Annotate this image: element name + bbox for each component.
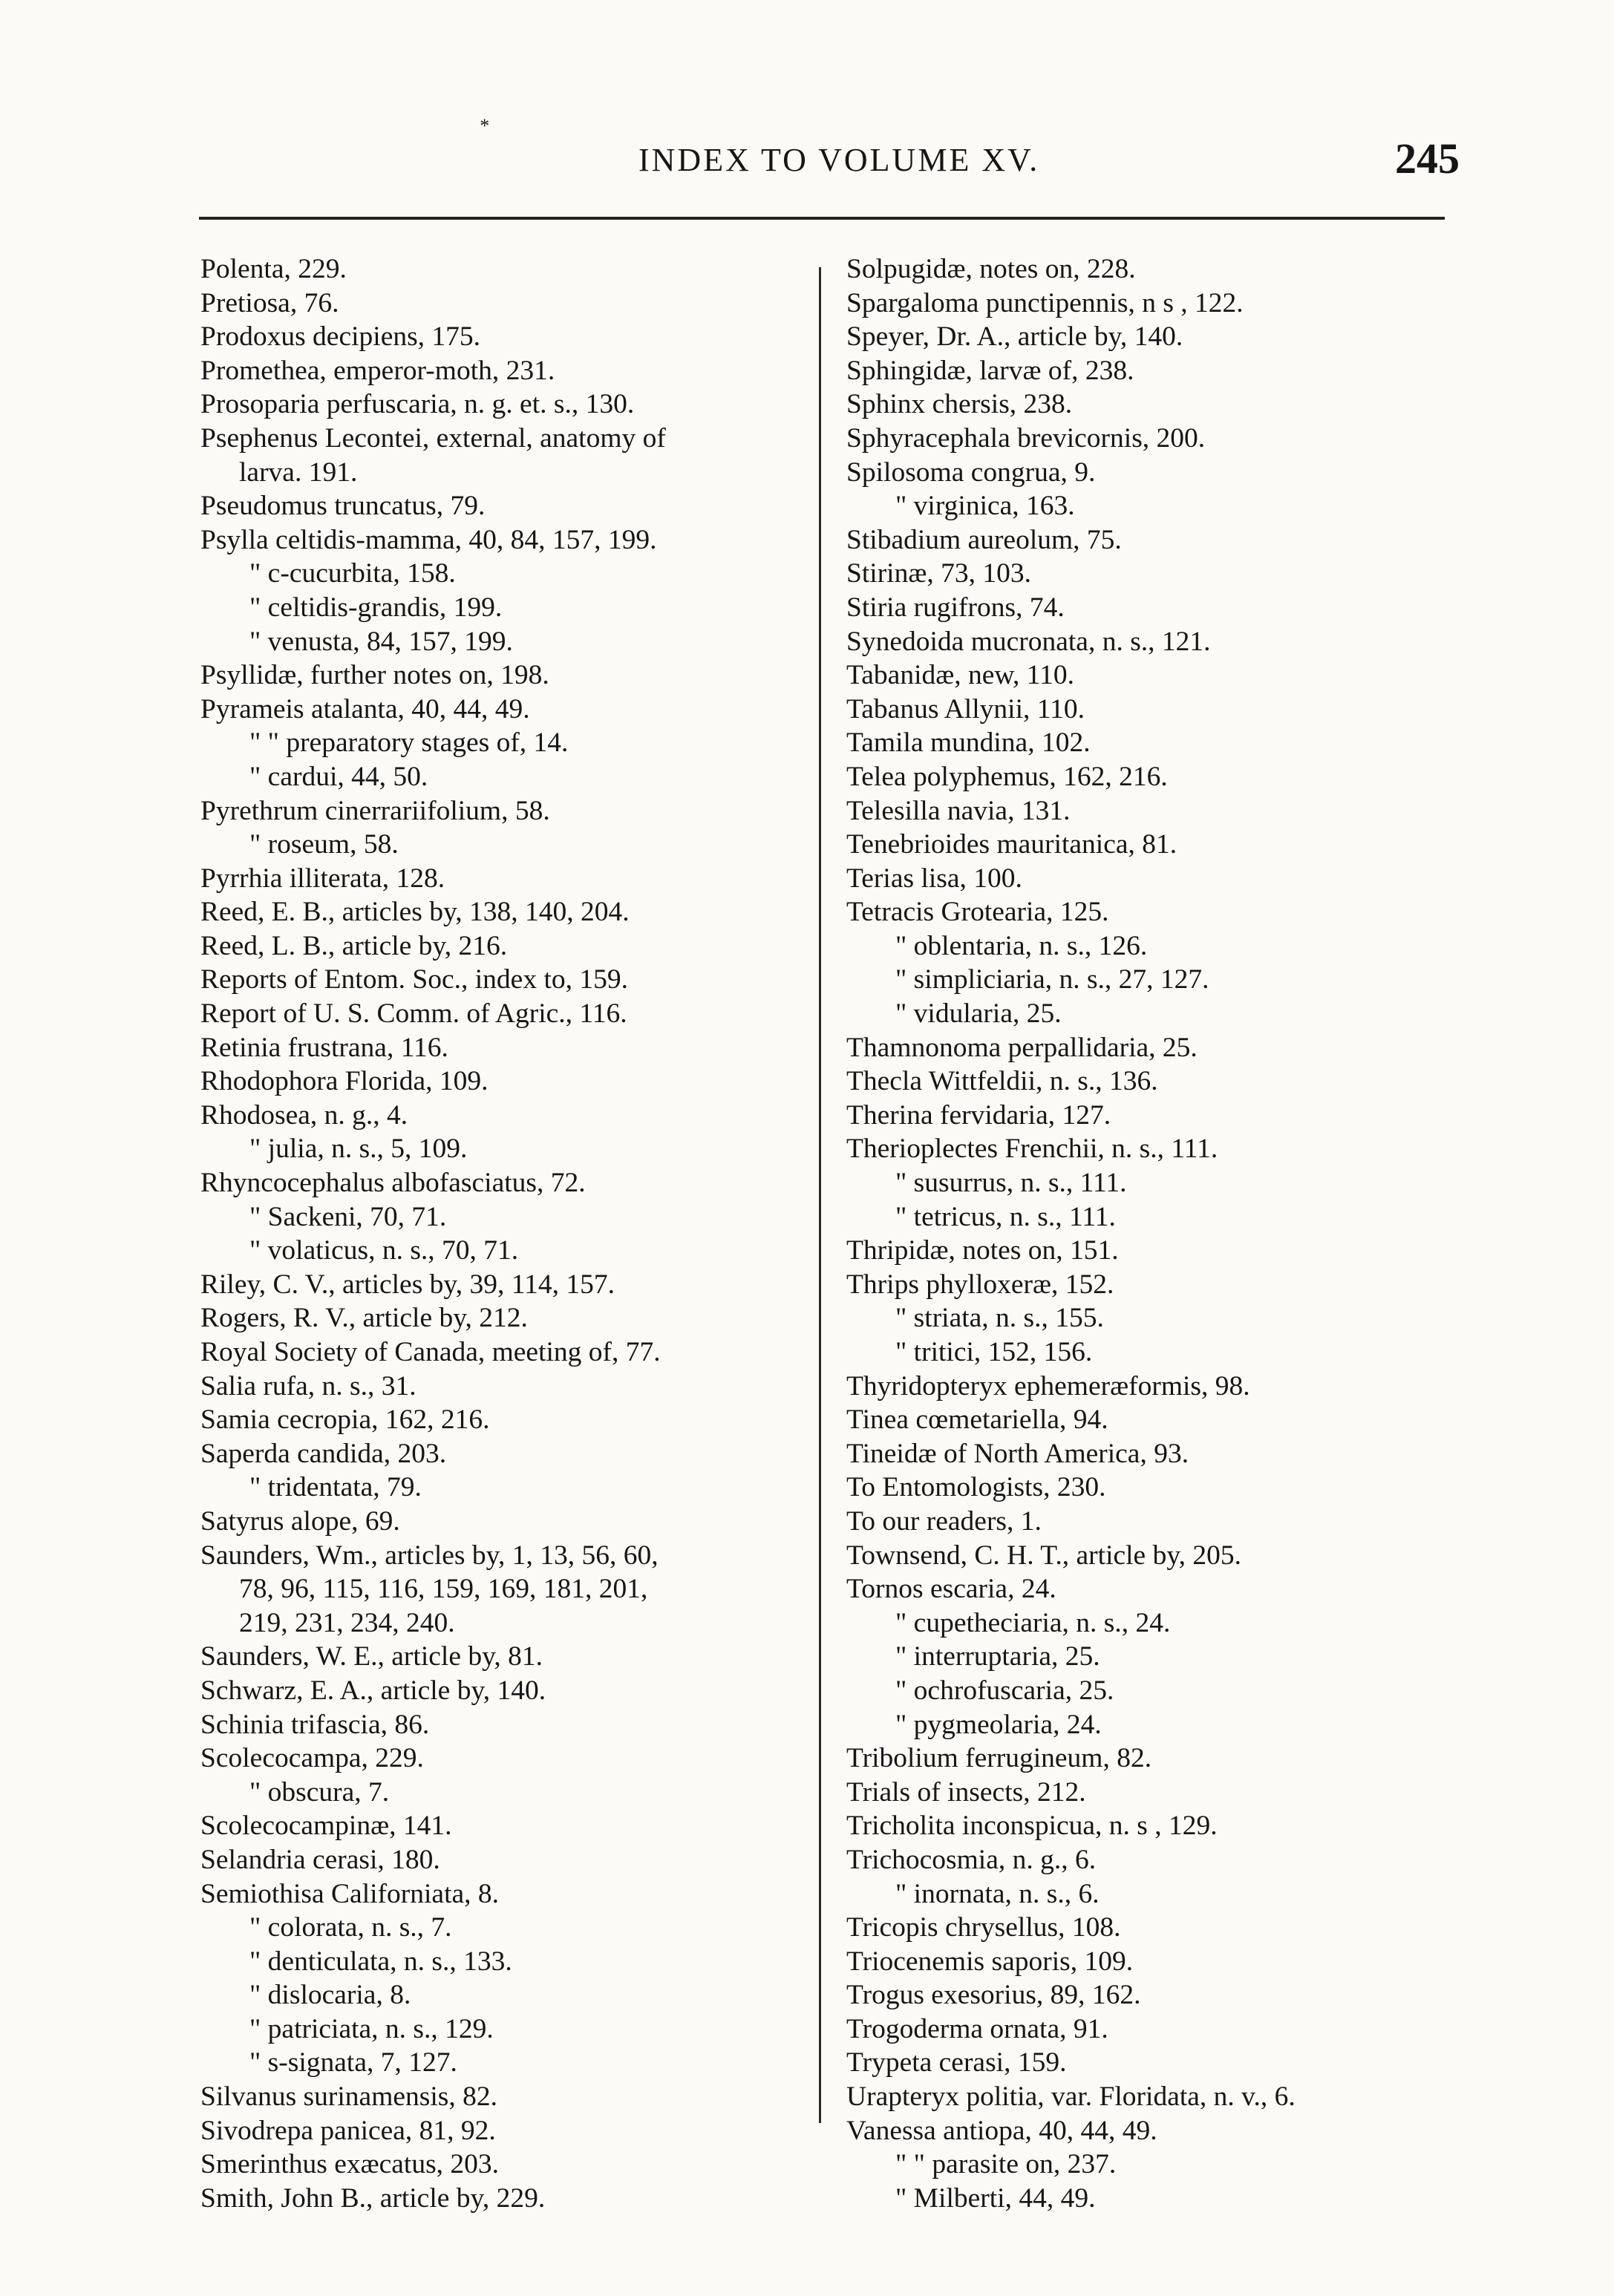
index-entry: Scolecocampinæ, 141. <box>200 1811 452 1842</box>
index-entry: To Entomologists, 230. <box>846 1472 1106 1503</box>
index-entry: " striata, n. s., 155. <box>895 1303 1104 1334</box>
index-entry: Tribolium ferrugineum, 82. <box>846 1743 1152 1774</box>
index-entry: Samia cecropia, 162, 216. <box>200 1404 490 1436</box>
index-entry: Therina fervidaria, 127. <box>846 1099 1111 1131</box>
index-entry: Solpugidæ, notes on, 228. <box>846 254 1136 284</box>
index-entry: Townsend, C. H. T., article by, 205. <box>846 1540 1242 1571</box>
index-entry: Stirinæ, 73, 103. <box>846 558 1031 589</box>
index-entry-continuation: 219, 231, 234, 240. <box>239 1607 455 1638</box>
index-entry: Pretiosa, 76. <box>200 287 339 318</box>
index-entry: " roseum, 58. <box>249 829 399 860</box>
index-entry: " Milberti, 44, 49. <box>895 2182 1096 2214</box>
index-entry: Promethea, emperor-moth, 231. <box>200 355 555 386</box>
index-entry: Tricopis chrysellus, 108. <box>846 1912 1121 1943</box>
index-entry: Reed, E. B., articles by, 138, 140, 204. <box>200 897 630 928</box>
index-entry: " s-signata, 7, 127. <box>249 2047 457 2078</box>
index-entry: " virginica, 163. <box>895 491 1075 522</box>
index-entry: Thripidæ, notes on, 151. <box>846 1235 1119 1266</box>
index-entry: Thyridopteryx ephemeræformis, 98. <box>846 1370 1250 1402</box>
index-entry-continuation: larva. 191. <box>239 457 358 488</box>
index-entry: Rogers, R. V., article by, 212. <box>200 1303 528 1334</box>
index-entry: Prosoparia perfuscaria, n. g. et. s., 130. <box>200 389 635 420</box>
index-column-right <box>846 252 1455 2215</box>
index-entry: " volaticus, n. s., 70, 71. <box>249 1235 519 1266</box>
index-entry: Prodoxus decipiens, 175. <box>200 321 481 353</box>
index-entry: Urapteryx politia, var. Floridata, n. v., 6. <box>846 2081 1296 2113</box>
running-title: INDEX TO VOLUME XV. <box>638 142 1040 178</box>
index-entry: Therioplectes Frenchii, n. s., 111. <box>846 1134 1218 1165</box>
index-entry: Telesilla navia, 131. <box>846 795 1071 826</box>
index-entry: Tricholita inconspicua, n. s , 129. <box>846 1811 1218 1842</box>
index-entry: Trogus exesorius, 89, 162. <box>846 1980 1141 2011</box>
index-entry: " colorata, n. s., 7. <box>249 1912 452 1943</box>
index-entry: Semiothisa Californiata, 8. <box>200 1878 500 1909</box>
index-entry: " inornata, n. s., 6. <box>895 1878 1100 1909</box>
index-entry: Tinea cœmetariella, 94. <box>846 1404 1108 1436</box>
index-entry: Pyrethrum cinerrariifolium, 58. <box>200 795 550 826</box>
index-entry: Selandria cerasi, 180. <box>200 1844 440 1875</box>
index-entry-continuation: 78, 96, 115, 116, 159, 169, 181, 201, <box>239 1574 648 1605</box>
index-entry: " cupetheciaria, n. s., 24. <box>895 1607 1171 1638</box>
index-entry: " simpliciaria, n. s., 27, 127. <box>895 964 1209 995</box>
column-divider <box>819 267 821 2123</box>
index-entry: " venusta, 84, 157, 199. <box>249 626 513 657</box>
index-entry: " julia, n. s., 5, 109. <box>249 1134 468 1165</box>
index-entry: Reports of Entom. Soc., index to, 159. <box>200 964 628 995</box>
index-entry: Thecla Wittfeldii, n. s., 136. <box>846 1066 1158 1097</box>
printer-mark: * <box>479 115 489 137</box>
index-entry: Tabanus Allynii, 110. <box>846 693 1085 725</box>
index-entry: " denticulata, n. s., 133. <box>249 1946 512 1977</box>
index-entry: To our readers, 1. <box>846 1505 1042 1537</box>
index-entry: " Sackeni, 70, 71. <box>249 1201 447 1232</box>
index-entry: " susurrus, n. s., 111. <box>895 1168 1127 1199</box>
index-entry: " celtidis-grandis, 199. <box>249 592 503 623</box>
index-entry: Trogoderma ornata, 91. <box>846 2013 1108 2044</box>
page-header <box>0 134 1614 193</box>
index-entry: Riley, C. V., articles by, 39, 114, 157. <box>200 1269 615 1300</box>
index-entry: Pyrrhia illiterata, 128. <box>200 863 445 894</box>
index-entry: " " preparatory stages of, 14. <box>249 727 569 759</box>
index-entry: Psyllidæ, further notes on, 198. <box>200 660 549 691</box>
index-entry: Thamnonoma perpallidaria, 25. <box>846 1032 1198 1063</box>
index-entry: Triocenemis saporis, 109. <box>846 1946 1134 1977</box>
index-entry: Report of U. S. Comm. of Agric., 116. <box>200 998 627 1030</box>
index-entry: Satyrus alope, 69. <box>200 1505 400 1537</box>
index-entry: Tabanidæ, new, 110. <box>846 660 1075 691</box>
index-entry: Saunders, Wm., articles by, 1, 13, 56, 60, <box>200 1540 659 1571</box>
index-entry: Silvanus surinamensis, 82. <box>200 2081 497 2113</box>
index-column-left <box>200 252 809 2215</box>
index-entry: Sphinx chersis, 238. <box>846 389 1073 420</box>
index-entry: " patriciata, n. s., 129. <box>249 2013 494 2044</box>
index-entry: Trials of insects, 212. <box>846 1776 1086 1808</box>
page-number: 245 <box>1395 134 1460 183</box>
index-entry: Smith, John B., article by, 229. <box>200 2182 546 2214</box>
index-entry: " ochrofuscaria, 25. <box>895 1675 1114 1706</box>
index-entry: Reed, L. B., article by, 216. <box>200 930 508 961</box>
index-entry: Telea polyphemus, 162, 216. <box>846 761 1168 792</box>
index-entry: Spilosoma congrua, 9. <box>846 457 1096 488</box>
index-entry: Synedoida mucronata, n. s., 121. <box>846 626 1211 657</box>
index-entry: Sphyracephala brevicornis, 200. <box>846 422 1206 454</box>
index-entry: Retinia frustrana, 116. <box>200 1032 448 1063</box>
index-entry: Polenta, 229. <box>200 254 347 284</box>
index-entry: " oblentaria, n. s., 126. <box>895 930 1148 961</box>
index-entry: Speyer, Dr. A., article by, 140. <box>846 321 1183 353</box>
index-entry: Pyrameis atalanta, 40, 44, 49. <box>200 693 530 725</box>
index-entry: " cardui, 44, 50. <box>249 761 428 792</box>
index-entry: " dislocaria, 8. <box>249 1980 411 2011</box>
index-entry: " tetricus, n. s., 111. <box>895 1201 1116 1232</box>
index-entry: Trypeta cerasi, 159. <box>846 2047 1067 2078</box>
index-entry: Tornos escaria, 24. <box>846 1574 1056 1605</box>
index-entry: Thrips phylloxeræ, 152. <box>846 1269 1114 1300</box>
index-entry: Rhyncocephalus albofasciatus, 72. <box>200 1168 586 1199</box>
index-entry: " interruptaria, 25. <box>895 1641 1100 1672</box>
index-entry: " tridentata, 79. <box>249 1472 422 1503</box>
index-entry: Psylla celtidis-mamma, 40, 84, 157, 199. <box>200 524 657 555</box>
index-entry: " " parasite on, 237. <box>895 2149 1117 2180</box>
index-entry: Stibadium aureolum, 75. <box>846 524 1122 555</box>
index-entry: Tamila mundina, 102. <box>846 727 1091 759</box>
index-entry: Rhodosea, n. g., 4. <box>200 1099 408 1131</box>
index-entry: Stiria rugifrons, 74. <box>846 592 1065 623</box>
header-rule <box>199 217 1445 220</box>
index-entry: Spargaloma punctipennis, n s , 122. <box>846 287 1244 318</box>
index-entry: Tineidæ of North America, 93. <box>846 1438 1189 1469</box>
index-entry: Trichocosmia, n. g., 6. <box>846 1844 1097 1875</box>
index-entry: Schinia trifascia, 86. <box>200 1709 430 1740</box>
index-entry: " c-cucurbita, 158. <box>249 558 456 589</box>
index-entry: " tritici, 152, 156. <box>895 1337 1093 1367</box>
index-entry: Tenebrioides mauritanica, 81. <box>846 829 1177 860</box>
index-entry: " obscura, 7. <box>249 1776 390 1808</box>
index-entry: " pygmeolaria, 24. <box>895 1709 1102 1740</box>
index-entry: Psephenus Lecontei, external, anatomy of <box>200 422 666 454</box>
index-entry: Royal Society of Canada, meeting of, 77. <box>200 1337 661 1367</box>
index-entry: Saperda candida, 203. <box>200 1438 447 1469</box>
index-entry: Sivodrepa panicea, 81, 92. <box>200 2115 496 2146</box>
index-entry: Saunders, W. E., article by, 81. <box>200 1641 543 1672</box>
index-entry: Vanessa antiopa, 40, 44, 49. <box>846 2115 1157 2146</box>
index-entry: Pseudomus truncatus, 79. <box>200 491 486 522</box>
index-entry: Sphingidæ, larvæ of, 238. <box>846 355 1134 386</box>
index-entry: Rhodophora Florida, 109. <box>200 1066 489 1097</box>
index-entry: Salia rufa, n. s., 31. <box>200 1370 416 1402</box>
index-entry: Tetracis Grotearia, 125. <box>846 897 1109 928</box>
index-entry: Terias lisa, 100. <box>846 863 1022 894</box>
index-entry: Smerinthus exæcatus, 203. <box>200 2149 500 2180</box>
index-entry: Scolecocampa, 229. <box>200 1743 424 1774</box>
index-entry: " vidularia, 25. <box>895 998 1062 1030</box>
index-entry: Schwarz, E. A., article by, 140. <box>200 1675 546 1706</box>
